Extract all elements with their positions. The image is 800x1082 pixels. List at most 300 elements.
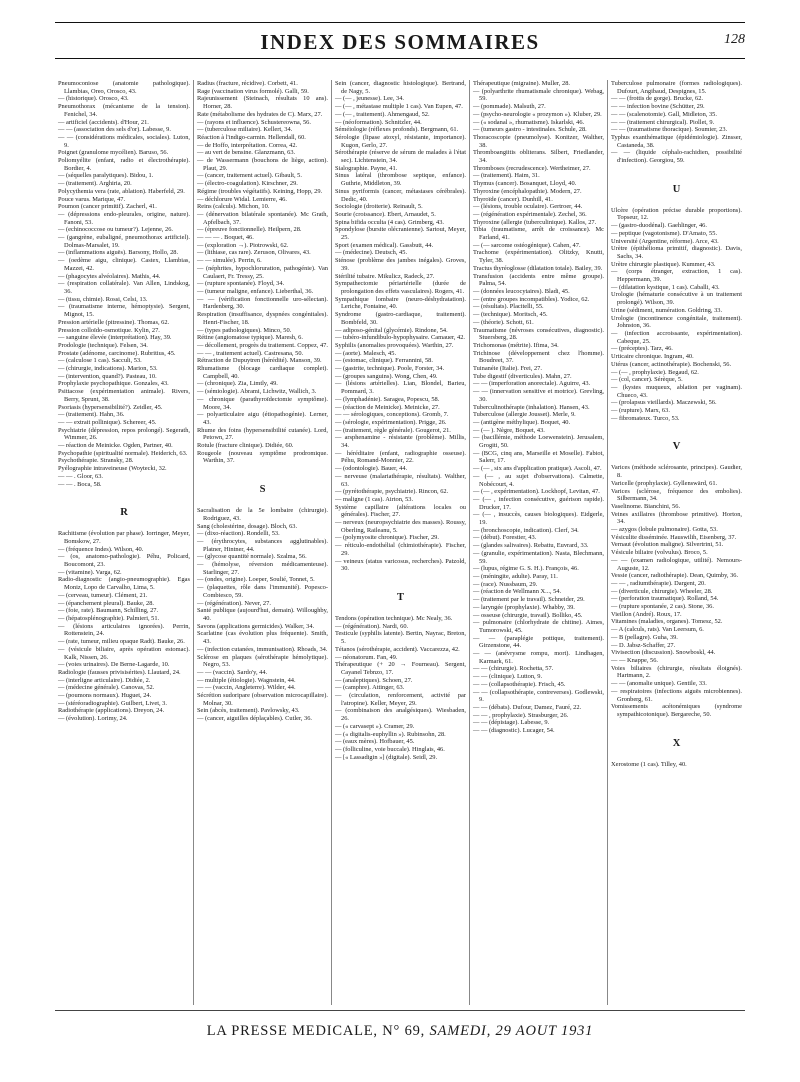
index-entry: — (théorie). Schott, 61. xyxy=(473,318,534,326)
index-entry: Pneumoconiose (anatomie pathologique). Llambias, Oreo, Orosco, 43. xyxy=(58,80,190,95)
index-entry: Voies biliaires (chirurgie, résultats éloignés). Hartmann, 2. xyxy=(611,664,742,680)
index-entry: — (— , six ans d'application pratique). Ascoli, 47. xyxy=(473,465,602,473)
index-entry: Urticaire chronique. Ingram, 40. xyxy=(611,353,694,361)
index-entry: — (chirurgie, indications). Marion, 53. xyxy=(58,365,158,373)
index-entry: Thromboses (recrudescence). Wertheimer, 27. xyxy=(473,164,591,172)
index-entry: — (— , au sujet d'observations). Calmette, Nobécourt, 4. xyxy=(473,472,604,488)
index-entry: — (vitamine). Varga, 62. xyxy=(58,568,122,576)
index-entry: — (cancer, aiguilles déplaçables). Cutler, 36. xyxy=(197,715,313,723)
index-entry: Varices (méthode sclérosante, principes). Gaudier, 8. xyxy=(611,464,742,480)
index-entry: — de Hoffo, interprétation. Correa, 42. xyxy=(197,141,298,149)
index-column-4 xyxy=(469,80,607,1005)
index-entry: — (« sodanal », rhumatisme). Iskarlski, 46. xyxy=(473,118,585,126)
index-entry: — (traitement). Arghiria, 20. xyxy=(58,180,132,188)
index-entry: Sociologie (droiterie). Reinault, 5. xyxy=(335,203,423,211)
index-entry: Sein (abcès, traitement). Pavlowsky, 43. xyxy=(197,707,300,715)
index-entry: — — (traumatisme thoracique). Soumier, 23. xyxy=(611,126,728,134)
index-entry: — (tumeurs gastro - intestinales. Schule, 28. xyxy=(473,126,587,134)
index-entry: — arsphenamine - résistante (problème). Millis, 34. xyxy=(335,434,466,450)
index-entry: — (oedème aigu, clinique). Castex, Llambias, Mazzei, 42. xyxy=(58,257,190,272)
index-column-1 xyxy=(55,80,193,1005)
index-entry: — (analeptiques). Schoen, 27. xyxy=(335,676,413,684)
index-entry: — sanguine élevée (interprétation). Hay, 39. xyxy=(58,334,172,342)
header-top-rule xyxy=(55,22,745,23)
index-entry: — — Knappe, 56. xyxy=(611,657,659,664)
index-entry: — (rate, tumeur, milieu opaque Radt). Bauke, 26. xyxy=(58,638,185,646)
index-entry: — [« Lassadigin »] (digitale). Seidl, 29. xyxy=(335,753,438,761)
page-number: 128 xyxy=(724,32,745,47)
index-entry: — (sémiologie). Abrami, Lichwitz, Wallich, 3. xyxy=(197,388,317,396)
index-entry: — (types pathologiques). Minco, 50. xyxy=(197,326,292,334)
index-entry: — — (liquide céphalo-rachidien, possibilité d'infection). Georgiou, 59. xyxy=(611,149,742,165)
index-entry: Sacralisation de la 5e lombaire (chirurgie). Rodriguez, 43. xyxy=(197,507,328,522)
index-entry: Thyroxine (allergie (tuberculinique). Kallos, 27. xyxy=(473,218,597,226)
index-entry: Sclérose en plaques (sérothérapie hémolytique). Negro, 53. xyxy=(197,653,328,669)
index-entry: Traumatisme (névroses consécutives, diagnostic). Stuersberg, 28. xyxy=(473,326,604,342)
index-entry: Régime (troubles végétatifs). Keining, Hopp, 29. xyxy=(197,187,323,195)
index-entry: Poliomyélite (enfant, radio et électrothérapie). Bordier, 4. xyxy=(58,157,190,172)
index-entry: Ulcère (opération précise durable proportions). Topseur, 12. xyxy=(611,206,742,222)
index-entry: — (— , jeunesse). Lee, 34. xyxy=(335,95,405,103)
index-entry: — (régénération expérimentale). Zechel, 36. xyxy=(473,210,587,218)
index-entry: — (prolapsus vieillards). Maczewski, 56. xyxy=(611,399,717,407)
index-entry: Rotule (fracture clinique). Didiée, 60. xyxy=(197,442,294,450)
index-entry: — (— , métastase multiple 1 cas). Van Eupen, 47. xyxy=(335,103,463,111)
index-entry: — (calculose 1 cas). Sacculi, 53. xyxy=(58,357,142,365)
index-entry: — (voies urinaires). De Berne-Lagarde, 10. xyxy=(58,661,170,669)
index-entry: Urètre chirurgie plastique). Kummer, 43. xyxy=(611,260,716,268)
index-entry: — (perforation traumatique). Rolland, 54. xyxy=(611,595,719,603)
index-entry: — (gastro-duodénal). Gaehlinger, 46. xyxy=(611,222,707,230)
index-entry: — — . Boca, 58. xyxy=(58,480,102,488)
index-entry: Système capillaire (altérations locales ou générales). Fischer, 27. xyxy=(335,503,466,519)
index-entry: Reins (calculs). Michon, 10. xyxy=(197,203,270,211)
index-entry: — (race). Nussbaum, 29. xyxy=(473,580,538,588)
index-entry: — — (débats). Dufour, Damez, Fauré, 22. xyxy=(473,703,582,711)
index-entry: Thérapeutique (+ 20 → Fourneau). Sergent, Cayanel Tebnzo, 17. xyxy=(335,661,466,676)
index-entry: — (psycho-neurologie « prozymon »). Kluber, 29. xyxy=(473,110,602,118)
index-entry: Rate (métabolisme des hydrates de C). Marx, 27. xyxy=(197,110,323,118)
index-entry: — (corps étranger, extraction, 1 cas). Heppermann, 39. xyxy=(611,268,742,284)
index-entry: Rétraction de Dupuytren (hérédité). Manson, 39. xyxy=(197,357,322,365)
index-entry: — néonatorum. Fan, 49. xyxy=(335,653,398,661)
index-entry: — (cancer, traitement actuel). Gibault, 5. xyxy=(197,172,302,180)
index-entry: — (respiration collatérale). Van Allen, Lindskog, 36. xyxy=(58,280,190,295)
index-entry: — (BCG, cinq ans, Marseille et Moselle). Fabiot, Salerr, 17. xyxy=(473,449,604,465)
index-entry: — — (considérations médicales, sociales). Luton, 9. xyxy=(58,133,190,149)
index-entry: Thymus (cancer). Bosanquet, Lloyd, 40. xyxy=(473,180,577,188)
index-entry: — — (vaccin, Angleterre). Wilder, 44. xyxy=(197,684,296,692)
index-entry: — — (association des sels d'or). Labesse, 9. xyxy=(58,126,171,134)
footer-rule xyxy=(55,1010,745,1011)
index-entry: — (« digitalis-euphyllin »). Rubinsohn, 28. xyxy=(335,730,446,738)
section-letter: T xyxy=(396,592,404,603)
index-entry: Sympathique lombaire (neuro-déshydratation). Leriche, Fontaine, 40. xyxy=(335,295,466,311)
index-entry: Pneumothorax (mécanisme de la tension). Fenichel, 34. xyxy=(58,103,190,118)
index-entry: — (dénervation bilatérale spontanée). Mc Grath, Apfelbach, 37. xyxy=(197,210,328,226)
index-entry: — tubéro-infundibulo-hypophysaire. Camauer, 42. xyxy=(335,334,466,342)
index-entry: — (glandes salivaires). Rebattu, Euvrard, 33. xyxy=(473,542,589,550)
index-entry: Sérologie (lipase atoxyl, résistante, importance). Kugon, Gerlo, 27. xyxy=(335,133,466,149)
index-entry: — fibromateux. Turco, 53. xyxy=(611,414,680,422)
index-entry: Syphilis (anomalies provoquées). Warthin, 27. xyxy=(335,341,454,349)
index-entry: — (glycose quantité normale). Szalma, 56. xyxy=(197,553,307,561)
index-entry: — — (collapsothérapie, contreverses). Godlewski, 9. xyxy=(473,688,604,704)
index-entry: — (hémolyse, réversion médicamenteuse). Starlinger, 27. xyxy=(197,561,328,576)
index-entry: Prostate (adénome, carcinome). Rubritius, 45. xyxy=(58,349,176,357)
index-entry: — — (frottis de gorge). Brucke, 62. xyxy=(611,95,703,103)
index-entry: — laryngée (prophylaxie). Whabby, 39. xyxy=(473,603,575,611)
page-header xyxy=(55,8,745,68)
index-entry: Scarlatine (cas évolution plus fréquente). Smith, 43. xyxy=(197,630,328,646)
index-entry: Vernaut (évolution maligne). Silvertrini, 51. xyxy=(611,541,724,549)
index-entry: — (antigène méthylique). Boquet, 40. xyxy=(473,418,571,426)
index-entry: — (épreuve fonctionnelle). Heilpern, 28. xyxy=(197,226,302,234)
index-entry: — (plaquettes, rôle dans l'immunité). Popesco-Combiesco, 59. xyxy=(197,584,328,599)
index-entry: — — (collapsothérapie). Frisch, 45. xyxy=(473,680,566,688)
index-entry: Rétine (angiomatose typique). Maresh, 6. xyxy=(197,334,303,342)
index-column-3 xyxy=(331,80,469,1005)
index-entry: — (— sarcome ostéogénique). Cahen, 47. xyxy=(473,241,581,249)
index-entry: — (rupture spontanée, 2 cas). Stone, 36. xyxy=(611,603,714,611)
index-entry: — (eaux mères). Hofbauer, 45. xyxy=(335,738,415,746)
index-entry: Vaselinome. Bianchini, 56. xyxy=(611,502,681,510)
index-entry: Veines axillaires (thrombose primitive). Horton, 34. xyxy=(611,510,742,526)
index-entry: Rhume des foins (hypersensibilité cutanée). Lord, Petown, 27. xyxy=(197,426,328,442)
index-entry: — (— , infection consécutive, guérison rapide). Drucker, 17. xyxy=(473,495,604,511)
index-entry: Tendons (opération technique). Mc Nealy, 36. xyxy=(335,615,453,622)
index-entry: — (traitement par le travail). Schneider, 29. xyxy=(473,596,585,604)
section-letter: S xyxy=(259,484,266,496)
index-entry: Stérilité tubaire. Mikulicz, Radeck, 27. xyxy=(335,272,435,280)
index-entry: Poignet (granulome mycélien). Baruso, 56. xyxy=(58,149,169,157)
index-entry: Radius (fracture, récidive). Corbett, 41. xyxy=(197,80,298,87)
index-entry: Tuberculinothérapie (inhalation). Hansen, 43. xyxy=(473,403,590,411)
index-entry: Sympathectomie périartérielle (durée de prolongation des effets vasculaires). Rogers, 41. xyxy=(335,280,466,295)
index-entry: — (stéréoradiographie). Guilbert, Livet, 3. xyxy=(58,699,167,707)
index-entry: — de Wassermann (bouchons de liège, action). Plaut, 29. xyxy=(197,157,328,172)
index-entry: — osseuse (chirurgie, travail). Bolliko, 45. xyxy=(473,611,583,619)
index-entry: — (dépressions endo-pleurales, origine, nature). Fanoni, 53. xyxy=(58,210,190,226)
index-entry: — au vert de bensine. Glanzmann, 63. xyxy=(197,149,296,157)
index-entry: — (pyrétothérapie, psychiatrie). Rincon, 62. xyxy=(335,488,449,496)
index-entry: Rage (vaccination virus formolé). Galli, 59. xyxy=(197,87,309,95)
index-entry: — (ondes, origine). Loeper, Soulié, Tonnet, 5. xyxy=(197,576,315,584)
index-entry: — A (calculs, rats). Van Leersum, 6. xyxy=(611,626,704,634)
index-entry: — — (chirurgie). Rochetta, 57. xyxy=(473,665,554,673)
index-entry: — (fréquence Indes). Wilson, 40. xyxy=(58,545,144,553)
index-entry: Psychiatrie (dépression, repos prolongé). Segerath, Wimmer, 26. xyxy=(58,426,190,442)
index-entry: — (lupus, régime G. S. H.). François, 46. xyxy=(473,565,579,573)
index-entry: — maligne (1 cas). Airton, 53. xyxy=(335,495,414,503)
index-entry: — (bacillémie, méthode Loewenstein). Jerusalem, Grogiti, 50. xyxy=(473,434,604,450)
section-letter: R xyxy=(120,507,128,519)
index-entry: — (réaction de Wellmann X..., 54. xyxy=(473,588,562,596)
index-entry: — (néoformation). Schnitzler, 44. xyxy=(335,118,422,126)
index-entry: Savons (applications germicides). Walker, 34. xyxy=(197,622,315,630)
index-entry: — (tuberculose miliaire). Kellert, 34. xyxy=(197,126,293,134)
index-entry: Université (Argentine, réforme). Arce, 43. xyxy=(611,237,719,245)
index-entry: — (évolution). Lorimy, 24. xyxy=(58,715,128,723)
index-entry: — — , traitement actuel). Castresana, 50. xyxy=(197,349,304,357)
index-entry: — (polymyosite chronique). Fischer, 29. xyxy=(335,534,439,542)
index-entry: — adiposo-génital (glycémie). Rindone, 54. xyxy=(335,326,448,334)
index-entry: — (médecine générale). Canovas, 52. xyxy=(58,684,155,692)
index-entry: — (col, cancer). Sérèque, 5. xyxy=(611,376,683,384)
index-entry: — (séquelles paralytiques). Bidou, 1. xyxy=(58,172,154,180)
index-entry: — (folliculine, voie buccale). Hinglais, 46. xyxy=(335,745,445,753)
index-entry: Vieillon (André). Roux, 17. xyxy=(611,610,682,618)
index-entry: — polyarticulaire aigu (étiopathogénie). Lerner, 43. xyxy=(197,411,328,426)
index-entry: — — simulée). Perrin, 6. xyxy=(197,257,262,265)
index-entry: — (lésions articulaires ignorées). Perrin, Rottenstein, 24. xyxy=(58,622,190,638)
index-entry: Utérus (cancer, actinothérapie). Bochenski, 56. xyxy=(611,360,732,368)
index-entry: — nerveuse (malariathérapie, résultats). Walther, 63. xyxy=(335,472,466,488)
index-entry: Sein (cancer, diagnostic histologique). Bertrand, de Nagy, 5. xyxy=(335,80,466,95)
index-entry: — (echinococcose ou tumeur?). Lejenne, 26. xyxy=(58,226,173,234)
index-entry: — — (imperforation anorectale). Aguirre, 43. xyxy=(473,380,591,388)
index-entry: Sécrétion sudoripare (observation microcapillaire). Molnar, 30. xyxy=(197,692,328,707)
index-entry: — (données leucocytaires). Bladi, 45. xyxy=(473,287,570,295)
index-entry: — — (paraplégie pottique, traitement). Girzenstone, 44. xyxy=(473,634,604,650)
index-entry: Thérapeutique (migraine). Muller, 28. xyxy=(473,80,570,87)
index-entry: — (méningite, adulte). Paray, 11. xyxy=(473,573,558,580)
index-entry: Sialographie. Payne, 41. xyxy=(335,164,398,172)
index-entry: — (polyarthrite rhumatismale chronique). Webag, 59. xyxy=(473,87,604,103)
index-entry: Santé publique (aujourd'hui, demain). Willoughby, 40. xyxy=(197,607,328,622)
index-entry: Thyroxine (encéphalopathie). Modern, 27. xyxy=(473,187,582,195)
index-entry: — — (anévrysme rompu, mort). Lindhagen, Karmark, 61. xyxy=(473,650,604,665)
index-entry: — respiratoires (infections aiguës microbiennes). Gronberg, 61. xyxy=(611,687,742,703)
index-entry: — (— , insuccès, causes biologiques). Eidgerle, 19. xyxy=(473,511,604,527)
index-entry: — pulmonaire (chlorhydrate de chitine). Aimes, Tumorowski, 45. xyxy=(473,619,604,634)
index-entry: — (lithiase, cas rare). Zeruson, Olivares, 43. xyxy=(197,249,311,257)
index-entry: Vivisection (discussion). Snowboskl, 44. xyxy=(611,649,716,657)
index-entry: — (combinaison des analgésiques). Wiesbaden, 26. xyxy=(335,707,466,723)
index-entry: — (épanchement pleural). Bauke, 28. xyxy=(58,599,154,607)
index-entry: — — . Gloor, 63. xyxy=(58,472,104,480)
index-entry: — (camphre). Attinger, 63. xyxy=(335,684,405,692)
index-entry: Radiothérapie (applications). Dreyon, 24. xyxy=(58,707,165,715)
index-entry: Pouce varus. Marique, 47. xyxy=(58,195,126,203)
index-entry: Prophylaxie psychopathique. Gonzales, 43. xyxy=(58,380,169,388)
index-entry: — — (clinique). Lutton, 9. xyxy=(473,673,543,681)
index-entry: Polycythemia vera (rate, ablation). Haberfeld, 29. xyxy=(58,187,185,195)
index-entry: — — extrait pollinique). Schereer, 45. xyxy=(58,418,157,426)
index-entry: — (électro-coagulation). Kirschner, 29. xyxy=(197,180,298,188)
index-entry: Vésiculite disséminée. Hauswilih, Eisenberg, 37. xyxy=(611,533,737,541)
index-entry: Pression artérielle (pitressine). Thomas, 62. xyxy=(58,318,170,326)
index-entry: — (« carvasept »). Cramer, 29. xyxy=(335,722,415,730)
index-entry: Tibia (traumatisme, arrêt de croissance). Mc Farland, 41. xyxy=(473,226,604,242)
index-entry: — (foie, rate). Baumann, Schilling, 27. xyxy=(58,607,159,615)
page-title: INDEX DES SOMMAIRES xyxy=(260,30,540,54)
index-entry: Transfusion (accidents entre même groupe). Palma, 54. xyxy=(473,272,604,288)
index-entry: — (résultats). Placitelli, 55. xyxy=(473,303,544,311)
index-entry: Sourie (croissance). Ebert, Arnaudet, 5. xyxy=(335,210,436,218)
index-entry: — (sérologie, expérimentation). Prigge, 26. xyxy=(335,418,447,426)
index-entry: Vitamines (maladies, organes). Tomesz, 52. xyxy=(611,618,723,626)
index-entry: — (chronique). Zia, Limtly, 49. xyxy=(197,380,278,388)
index-entry: Urologie (hématurie consécutive à un traitement prolongé). Wilson, 39. xyxy=(611,291,742,307)
index-entry: — azygos (lobule pulmonaire). Gotta, 53. xyxy=(611,526,718,534)
index-entry: Thyroïde (cancer). Dunhill, 41. xyxy=(473,195,553,203)
index-entry: — — (examen radiologique, utilité). Nemours-Auguste, 12. xyxy=(611,556,742,572)
index-entry: — (lésions artérielles). Lian, Blondel, Barieu, Pommard, 3. xyxy=(335,380,466,396)
index-entry: — (granulie, expérimentation). Nasta, Blechmann, 59. xyxy=(473,549,604,565)
index-entry: Rajeunissement (Steinach, résultats 10 ans). Horner, 28. xyxy=(197,95,328,111)
index-entry: — (technique). Moritsch, 45. xyxy=(473,311,548,319)
index-entry: Testicule (syphilis latente). Bertin, Nayrac, Breton, 5. xyxy=(335,630,466,646)
index-entry: — (néphrites, hypochloruration, pathogénie). Van Caulaert, Fr. Tressy, 25. xyxy=(197,264,328,280)
index-entry: Spina bifida occulta (4 cas). Grimberg, 43. xyxy=(335,218,445,226)
index-entry: Tuinanéie (Italie). Frei, 27. xyxy=(473,365,542,373)
index-entry: — (lésions, trouble oculaire). Gertroer, 44. xyxy=(473,203,583,211)
index-entry: — (lymphadénie). Saragea, Popescu, 58. xyxy=(335,395,440,403)
index-entry: — nerveux (neuropsychiatrie des masses). Roussy, Oberling, Raileanu, 5. xyxy=(335,519,466,534)
index-entry: — — (vaccin). Sardo'y, 44. xyxy=(197,668,268,676)
index-entry: — (tissu, chimie). Rossi, Celsi, 13. xyxy=(58,295,148,303)
index-entry: Varicelle (prophylaxie). Gyllenswärd, 61. xyxy=(611,479,718,487)
index-entry: Varices (sclérose, fréquence des embolies). Silbermann, 34. xyxy=(611,487,742,503)
index-entry: — (interligne articulaire). Didiée, 2. xyxy=(58,676,151,684)
index-entry: — (entre groupes incompatibles). Yodice, 62. xyxy=(473,295,590,303)
index-entry: — (traitement). Hahn, 36. xyxy=(58,411,125,419)
index-entry: — (cerveau, tumeur). Clément, 21. xyxy=(58,591,148,599)
index-entry: Rougeole (nouveau symptôme prodromique. Warthin, 37. xyxy=(197,449,328,465)
index-entry: — (— ). Nègre, Boquet, 43. xyxy=(473,426,545,434)
index-entry: — (dixo-réaction). Rondelli, 53. xyxy=(197,530,280,538)
index-entry: Trichinose (développement chez l'homme). Boudreet, 37. xyxy=(473,349,604,365)
index-entry: Sinus latéral (thrombose septique, enfance). Guthrie, Middleton, 39. xyxy=(335,172,466,188)
index-entry: Sang (cholestérine, dosage). Bloch, 63. xyxy=(197,522,298,530)
index-entry: Pyélographie intraveineuse (Woytecki, 32. xyxy=(58,465,167,473)
index-entry: — (rupture). Marx, 63. xyxy=(611,407,670,415)
index-entry: Sinus pyriformis (cancer, métastases cérébrales). Dedic, 40. xyxy=(335,187,466,203)
index-entry: — (traitement, règle générale). Gougerot, 21. xyxy=(335,426,451,434)
index-entry: — (rayons et influence). Schustereowna, 56. xyxy=(197,118,311,126)
header-bottom-rule xyxy=(55,58,745,59)
index-entry: — (estomac, clinique). Ferrannini, 58. xyxy=(335,357,433,365)
index-entry: — (médecine). Deutsch, 45. xyxy=(335,249,408,257)
index-entry: — (— , traitement). Ahmengaud, 52. xyxy=(335,110,430,118)
index-entry: Vésicule biliaire (volvulus). Broco, 5. xyxy=(611,549,708,557)
index-entry: — (régénération). Never, 27. xyxy=(197,599,271,607)
index-entry: — (groupes sanguins). Wong, Chen, 49. xyxy=(335,372,438,380)
index-entry: — (poumons normaux). Huguet, 24. xyxy=(58,692,152,700)
index-entry: — (intervention, quand?). Pasteau, 10. xyxy=(58,372,157,380)
index-entry: — (— , prophylaxie). Begaud, 62. xyxy=(611,368,699,376)
index-entry: — (hépatosplénographie). Palmieri, 51. xyxy=(58,615,160,622)
index-entry: — (pommade). Malsuth, 27. xyxy=(473,103,546,111)
index-entry: — B (pellagre). Guha, 39. xyxy=(611,633,678,641)
index-entry: Tuberculose pulmonaire (formes radiologiques). Dufourt, Angibaud, Despignes, 15. xyxy=(611,80,742,95)
index-entry: Tétanos (sérothérapie, accident). Vaccarezza, 42. xyxy=(335,645,460,653)
index-entry: Spondylose (bursite olécranienne). Sartout, Meyer, 25. xyxy=(335,226,466,242)
index-entry: — — infection bovine (Schütter, 29. xyxy=(611,103,705,111)
index-entry: — (kystes muqueux, ablation per vaginam). Chueco, 43. xyxy=(611,383,742,399)
index-entry: — réaction de Meinicke. Ogden, Partner, 40. xyxy=(58,442,173,450)
index-entry: Vessie (cancer, radiothérapie). Dean, Quimby, 36. xyxy=(611,572,739,580)
index-entry: — (dilatation kystique, 1 cas). Caballi, 43. xyxy=(611,283,720,291)
index-entry: — — (anomalie unique). Gentile, 33. xyxy=(611,680,707,688)
footer-journal: LA PRESSE MEDICALE, xyxy=(206,1023,378,1039)
index-entry: — — , radiumthérapie). Dargent, 20. xyxy=(611,579,706,587)
index-entry: — déchlorure Widal. Lemierre, 46. xyxy=(197,195,287,203)
index-entry: Typhus exanthématique (épidémiologie). Zinsser, Castaneda, 38. xyxy=(611,133,742,149)
index-entry: — (diverticule, chirurgie). Wheeler, 28. xyxy=(611,587,713,595)
index-entry: Psittacose (expérimentation animale). Rivers, Berry, Sprunt, 38. xyxy=(58,388,190,403)
index-entry: Thoracoscopie (pneumolyse). Konitzer, Walther, 38. xyxy=(473,133,604,149)
index-entry: — (vésicule biliaire, après opération estomac). Kalk, Nissen, 26. xyxy=(58,645,190,661)
index-entry: Trichomonas (métrite). Ifima, 34. xyxy=(473,341,559,349)
index-entry: — D. Jabsz-Schaffer, 27. xyxy=(611,641,676,649)
index-entry: — veineux (status varicosus, recherches). Patzold, 30. xyxy=(335,557,466,573)
index-entry: — — — . Boquet, 46. xyxy=(197,234,254,242)
index-entry: Psychothérapie. Stransky, 28. xyxy=(58,457,134,465)
index-entry: Syndrome (gastro-cardiaque, traitement). Bombfeld, 30. xyxy=(335,311,466,326)
index-entry: — (historique). Orosco, 43. xyxy=(58,95,129,103)
index-entry: — multiple (étiologie). Wagnstein, 44. xyxy=(197,676,296,684)
index-entry: — héréditaire (enfant, radiographie osseuse). Péhu, Romand-Monnier, 22. xyxy=(335,449,466,465)
index-entry: — — (scalenotomie). Gall, Midleton, 35. xyxy=(611,110,717,118)
index-entry: Tuberculose (allergie Jousset). Merle, 9. xyxy=(473,411,576,419)
index-entry: — réticulo-endothélial (chimiothérapie). Fischer, 29. xyxy=(335,542,466,557)
index-entry: Sténose (problème des jambes inégales). Groves, 39. xyxy=(335,257,466,272)
index-entry: — (inflammations aiguës). Barsony, Hollo, 28. xyxy=(58,249,179,257)
index-entry: — artificiel (accidents). d'Hour, 21. xyxy=(58,118,149,126)
index-entry: — (aorte). Malesch, 45. xyxy=(335,349,397,357)
index-entry: — — (vérification fonctionnelle uro-sélectan). Hardenberg, 30. xyxy=(197,295,328,311)
index-column-5 xyxy=(607,80,745,1005)
footer-date: SAMEDI, 29 AOUT 1931 xyxy=(429,1023,594,1039)
index-entry: — (gastrite, technique). Poole, Forster, 34. xyxy=(335,365,445,373)
index-entry: Urine (sédiment, numération. Goldring, 33. xyxy=(611,306,723,314)
index-entry: — (exploration →). Piotrowski, 62. xyxy=(197,241,289,249)
section-letter: X xyxy=(672,737,681,749)
index-entry: — (préceptes). Tarz, 46. xyxy=(611,345,673,353)
index-entry: — (odontologie). Bauer, 44. xyxy=(335,465,408,473)
index-entry: — — (diagnostic). Lucager, 54. xyxy=(473,727,555,735)
index-entry: Rhumatisme (blocage cardiaque complet). Campbell, 40. xyxy=(197,365,328,380)
index-column-2 xyxy=(193,80,331,1005)
index-entry: — chronique (parathyroïdectomie symptôme). Moore, 34. xyxy=(197,395,328,411)
index-entry: Respiration (insuffisance, dyspnées congénitales). Henri-Fischer, 18. xyxy=(197,311,328,326)
index-entry: — (rupture spontanée). Floyd, 34. xyxy=(197,280,285,288)
index-entry: Radio-diagnostic (angio-pneumographie). Egas Moniz, Lopo de Carvalho, Lima, 5. xyxy=(58,576,190,592)
index-entry: — — sérologiques, conceptions). Gromb, 7. xyxy=(335,411,449,419)
section-letter: V xyxy=(672,441,681,453)
index-entry: Xerostome (1 cas). Tilley, 40. xyxy=(611,760,687,768)
footer-issue: N° 69, xyxy=(382,1023,426,1039)
index-entry: Urètre (épithélioma primitif, diagnostic). Davis, Sachs, 34. xyxy=(611,245,742,260)
index-entry: Trachome (expérimentation). Olitzky, Knutti, Tyler, 38. xyxy=(473,249,604,265)
index-entry: — (début). Forestier, 43. xyxy=(473,534,537,542)
index-entry: Rachitisme (évolution par phase). Iorringer, Meyer, Bomskow, 27. xyxy=(58,530,190,545)
index-entry: Tractus thyréoglosse (dilatation totale). Bailey, 39. xyxy=(473,264,603,272)
index-entry: Poumon (cancer primitif). Zacherl, 41. xyxy=(58,203,157,211)
index-entry: — (infection accroissante, expérimentation). Cabeque, 25. xyxy=(611,329,742,345)
index-entry: — (bronchoscopie, indication). Clerf, 34. xyxy=(473,526,579,534)
index-entry: — (phagocytes alvéolaires). Mathis, 44. xyxy=(58,272,161,280)
index-entry: Radiologie (fausses privisisérites). Llautard, 24. xyxy=(58,668,181,676)
index-entry: — (os, anatomo-pathologie). Péhu, Policard, Boucomont, 23. xyxy=(58,553,190,569)
index-entry: — — , prophylaxie). Strasburger, 26. xyxy=(473,711,569,719)
index-entry: — (régénération). Nardi, 60. xyxy=(335,622,409,630)
page-footer xyxy=(55,1023,745,1040)
index-entry: — décollement, progrès du traitement. Coppez, 47. xyxy=(197,341,328,349)
index-entry: — (— , expérimentation). Lockhopf, Levitan, 47. xyxy=(473,488,600,496)
